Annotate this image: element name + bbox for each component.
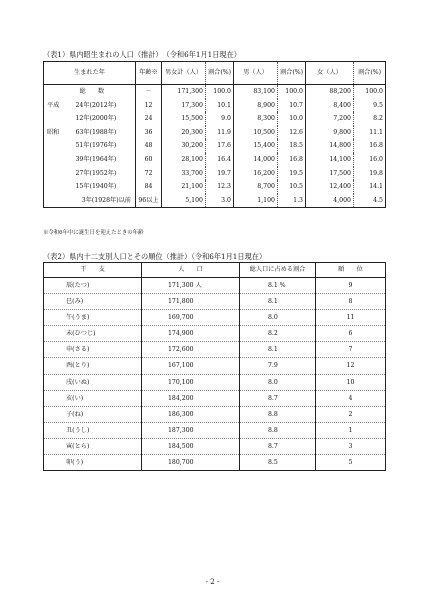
cell-female-pct: 16.8 (354, 139, 386, 153)
cell-total: 17,300 (162, 99, 206, 113)
cell-rank: 2 (316, 406, 386, 422)
table-row (44, 167, 386, 181)
cell-zodiac: 申(さる) (44, 342, 142, 358)
cell-zodiac: 子(ね) (44, 406, 142, 422)
cell-male: 1,100 (234, 194, 278, 208)
cell-male-pct: 18.5 (278, 139, 306, 153)
cell-female-pct: 9.5 (354, 99, 386, 113)
table-row (44, 180, 386, 194)
cell-total: 28,100 (162, 153, 206, 167)
cell-zodiac: 巳(み) (44, 294, 142, 310)
cell-rank: 3 (316, 438, 386, 454)
cell-population: 186,300 (142, 406, 240, 422)
cell-share: 8.7 (240, 438, 316, 454)
cell-female: 14,100 (306, 153, 354, 167)
table-row (44, 406, 386, 422)
header-share: 総人口に占める割合 (240, 263, 316, 278)
cell-total: 15,500 (162, 112, 206, 126)
cell-male: 10,500 (234, 126, 278, 140)
header-born-year: 生まれた年 (44, 62, 136, 85)
cell-rank: 5 (316, 455, 386, 471)
cell-total: 21,100 (162, 180, 206, 194)
cell-female: 17,500 (306, 167, 354, 181)
cell-born-year: 24年(2012年) (75, 101, 117, 109)
cell-zodiac: 亥(い) (44, 390, 142, 406)
cell-rank: 4 (316, 390, 386, 406)
header-rank: 順 位 (316, 263, 386, 278)
cell-female-pct: 100.0 (354, 85, 386, 99)
cell-female: 9,800 (306, 126, 354, 140)
cell-age: 96以上 (136, 194, 162, 208)
page-number: - 2 - (205, 578, 220, 586)
cell-era: 昭和 (47, 128, 60, 136)
cell-male-pct: 10.5 (278, 180, 306, 194)
cell-share: 8.0 (240, 374, 316, 390)
table-row (44, 455, 386, 471)
table-row (44, 342, 386, 358)
header-age: 年齢※ (136, 62, 162, 85)
cell-total-pct: 19.7 (206, 167, 234, 181)
table-row (44, 294, 386, 310)
cell-share: 8.8 (240, 422, 316, 438)
cell-era (44, 194, 66, 208)
cell-population: 180,700 (142, 455, 240, 471)
cell-born-year: 総 数 (79, 88, 105, 95)
table-row (44, 438, 386, 454)
cell-rank: 12 (316, 358, 386, 374)
cell-total-pct: 12.3 (206, 180, 234, 194)
table-row (44, 194, 386, 208)
cell-male-pct: 19.5 (278, 167, 306, 181)
cell-male: 83,100 (234, 85, 278, 99)
cell-female-pct: 14.1 (354, 180, 386, 194)
cell-population: 169,700 (142, 310, 240, 326)
cell-zodiac: 辰(たつ) (66, 282, 90, 289)
cell-age: 48 (136, 139, 162, 153)
cell-zodiac: 未(ひつじ) (44, 326, 142, 342)
table1-note: ※令和6年中に誕生日を迎えたときの年齢 (43, 230, 144, 236)
cell-era (44, 167, 66, 181)
cell-population: 184,200 (142, 390, 240, 406)
cell-population: 167,100 (142, 358, 240, 374)
cell-born-year: 39年(1964年) (75, 155, 117, 163)
cell-population: 170,100 (142, 374, 240, 390)
cell-male-pct: 100.0 (278, 85, 306, 99)
cell-era (44, 180, 66, 194)
cell-zodiac: 午(うま) (44, 310, 142, 326)
cell-male: 16,200 (234, 167, 278, 181)
cell-male: 8,300 (234, 112, 278, 126)
cell-total-pct: 9.0 (206, 112, 234, 126)
cell-born-year: 12年(2000年) (75, 115, 117, 123)
header-zodiac: 干 支 (44, 263, 142, 278)
cell-total: 20,300 (162, 126, 206, 140)
cell-female-pct: 16.0 (354, 153, 386, 167)
cell-population: 187,300 (142, 422, 240, 438)
header-male-pct: 割合(%) (278, 62, 306, 85)
cell-born-year: 27年(1952年) (75, 169, 117, 177)
cell-born-year: 63年(1988年) (75, 128, 117, 136)
cell-rank: 10 (316, 374, 386, 390)
cell-total-pct: 11.9 (206, 126, 234, 140)
cell-total-pct: 100.0 (206, 85, 234, 99)
cell-era (44, 153, 66, 167)
table-row (44, 99, 386, 113)
zodiac-population-table (43, 262, 386, 471)
cell-female: 88,200 (306, 85, 354, 99)
table-row (44, 278, 386, 294)
cell-zodiac: 酉(とり) (44, 358, 142, 374)
cell-population: 184,500 (142, 438, 240, 454)
cell-share: 7.9 (240, 358, 316, 374)
cell-age: 84 (136, 180, 162, 194)
cell-total: 5,100 (162, 194, 206, 208)
cell-female-pct: 19.8 (354, 167, 386, 181)
cell-age: 12 (136, 99, 162, 113)
cell-zodiac: 丑(うし) (44, 422, 142, 438)
table-row (44, 85, 386, 99)
cell-share: 8.1 (240, 342, 316, 358)
cell-era (44, 112, 66, 126)
cell-female: 7,200 (306, 112, 354, 126)
cell-zodiac: 戌(いぬ) (44, 374, 142, 390)
cell-share: 8.2 (240, 326, 316, 342)
cell-male-pct: 10.7 (278, 99, 306, 113)
cell-male-pct: 10.0 (278, 112, 306, 126)
header-total-pct: 割合(%) (206, 62, 234, 85)
header-total: 男女計（人） (162, 62, 206, 85)
table1-header-row (44, 62, 386, 85)
cell-born-year: 51年(1976年) (75, 142, 117, 150)
cell-male: 8,700 (234, 180, 278, 194)
cell-total-pct: 17.6 (206, 139, 234, 153)
cell-rank: 8 (316, 294, 386, 310)
cell-female: 4,000 (306, 194, 354, 208)
cell-male-pct: 1.3 (278, 194, 306, 208)
header-female-pct: 割合(%) (354, 62, 386, 85)
table-row (44, 310, 386, 326)
cell-born-year: 3年(1928年)以前 (81, 196, 131, 204)
cell-share: 8.0 (240, 310, 316, 326)
cell-share: 8.1 % (240, 278, 316, 294)
cell-rank: 9 (316, 278, 386, 294)
cell-zodiac: 卯(う) (44, 455, 142, 471)
cell-total: 33,700 (162, 167, 206, 181)
cell-male-pct: 12.6 (278, 126, 306, 140)
table-row (44, 139, 386, 153)
cell-population: 171,300 人 (142, 278, 240, 294)
cell-share: 8.5 (240, 455, 316, 471)
cell-population: 171,800 (142, 294, 240, 310)
birth-year-population-table (43, 61, 386, 208)
cell-age: 24 (136, 112, 162, 126)
cell-female: 12,400 (306, 180, 354, 194)
table-row (44, 390, 386, 406)
cell-share: 8.7 (240, 390, 316, 406)
cell-rank: 7 (316, 342, 386, 358)
cell-population: 172,600 (142, 342, 240, 358)
cell-female: 14,800 (306, 139, 354, 153)
cell-female-pct: 11.1 (354, 126, 386, 140)
cell-male: 15,400 (234, 139, 278, 153)
cell-zodiac: 寅(とら) (44, 438, 142, 454)
cell-age: 36 (136, 126, 162, 140)
cell-male-pct: 16.8 (278, 153, 306, 167)
cell-age: 60 (136, 153, 162, 167)
cell-born-year: 15年(1940年) (75, 183, 117, 191)
table2-header-row (44, 263, 386, 278)
header-male: 男（人） (234, 62, 278, 85)
table-row (44, 112, 386, 126)
cell-era (44, 85, 66, 99)
cell-share: 8.1 (240, 294, 316, 310)
table1-caption: （表1）県内昭生まれの人口（推計） （令和6年1月1日現在） (43, 50, 241, 59)
cell-total-pct: 3.0 (206, 194, 234, 208)
cell-total-pct: 10.1 (206, 99, 234, 113)
cell-rank: 11 (316, 310, 386, 326)
cell-male: 8,900 (234, 99, 278, 113)
table-row (44, 422, 386, 438)
cell-rank: 6 (316, 326, 386, 342)
cell-total: 30,200 (162, 139, 206, 153)
cell-rank: 1 (316, 422, 386, 438)
table-row (44, 374, 386, 390)
cell-age: － (136, 85, 162, 99)
table-row (44, 326, 386, 342)
header-female: 女（人） (306, 62, 354, 85)
cell-male: 14,000 (234, 153, 278, 167)
table-row (44, 126, 386, 140)
cell-population: 174,900 (142, 326, 240, 342)
cell-female-pct: 8.2 (354, 112, 386, 126)
table-row (44, 358, 386, 374)
cell-era: 平成 (47, 101, 60, 109)
header-population: 人 口 (142, 263, 240, 278)
cell-share: 8.8 (240, 406, 316, 422)
cell-female-pct: 4.5 (354, 194, 386, 208)
table-row (44, 153, 386, 167)
cell-total: 171,300 (162, 85, 206, 99)
cell-era (44, 139, 66, 153)
table2-caption: （表2）県内十二支別人口とその順位（推計）（令和6年1月1日現在） (43, 252, 267, 261)
cell-age: 72 (136, 167, 162, 181)
cell-female: 8,400 (306, 99, 354, 113)
cell-total-pct: 16.4 (206, 153, 234, 167)
